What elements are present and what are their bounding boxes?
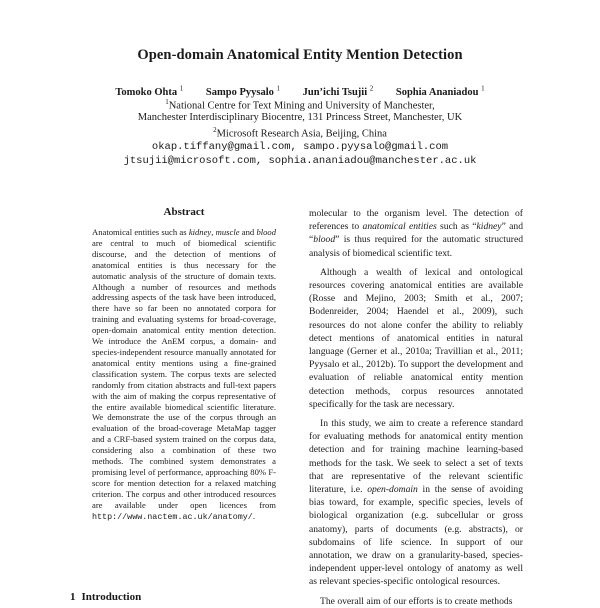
author-2: Sampo Pyysalo $^1$ bbox=[205, 84, 280, 98]
paragraph-study-aim: In this study, we aim to create a reference standard for evaluating methods for anatomical entity mention detection and for training machine learning-based methods for the task. We seek to select a set of texts that are representative of the relevant scientific literature, i.e. open-domain in the sense of avoiding bias toward, for example, specific species, levels of biological organization (e.g. subcellular or gross anatomy), parts of documents (e.g. abstracts), or subdomains of life science. In support of our annotation, we draw on a granularity-based, species-independent upper-level ontology of anatomy as well as relevant species-specific ontological resources. bbox=[309, 418, 523, 588]
author-1: Tomoko Ohta $^1$ bbox=[115, 84, 184, 98]
paragraph-overall-aim: The overall aim of our efforts is to create methods bbox=[320, 595, 513, 607]
author-4: Sophia Ananiadou $^1$ bbox=[395, 84, 485, 98]
affiliation-1-line-2: Manchester Interdisciplinary Biocentre, 131 Princess Street, Manchester, UK bbox=[137, 112, 463, 123]
section-heading-introduction: 1 Introduction bbox=[70, 591, 142, 603]
right-column bbox=[309, 207, 523, 608]
author-list bbox=[0, 84, 600, 98]
email-line-1: okap.tiffany@gmail.com, sampo.pyysalo@gmail.com bbox=[151, 141, 449, 153]
affiliation-2: $^2$Microsoft Research Asia, Beijing, China bbox=[213, 126, 387, 140]
paragraph-continued: molecular to the organism level. The detection of references to anatomical entities such as “kidney” and “blood” is thus required for the automatic structured analysis of biomedical scientific text. bbox=[309, 208, 523, 259]
paragraph-resources: Although a wealth of lexical and ontological resources covering anatomical entities are available (Rosse and Mejino, 2003; Smith et al., 2007; Bodenreider, 2004; Haendel et al., 2009), such resources do not alone confer the ability to reliably detect mentions of anatomical entities in natural language (Gerner et al., 2010a; Travillian et al., 2011; Pyysalo et al., 2012b). To support the development and evaluation of reliable anatomical entity mention detection methods, corpus resources annotated specifically for the task are necessary. bbox=[309, 266, 523, 410]
email-line-2: jtsujii@microsoft.com, sophia.ananiadou@manchester.ac.uk bbox=[123, 155, 477, 167]
author-3: Jun’ichi Tsujii $^2$ bbox=[302, 84, 374, 98]
abstract-body: Anatomical entities such as kidney, muscle and blood are central to much of biomedical scientific discourse, and the detection of mentions of anatomical entities is thus necessary for the automatic analysis of the structure of domain texts. Although a number of resources and methods addressing aspects of the task have been introduced, there have so far been no annotated corpora for training and evaluating systems for broad-coverage, open-domain anatomical entity mention detection. We introduce the AnEM corpus, a domain- and species-independent resource manually annotated for anatomical entity mentions using a fine-grained classification system. The corpus texts are selected randomly from citation abstracts and full-text papers with the aim of making the corpus representative of the entire available biomedical scientific literature. We demonstrate the use of the corpus through an evaluation of the broad-coverage MetaMap tagger and a CRF-based system trained on the corpus data, considering also a combination of these two methods. The combined system demonstrates a promising level of performance, approaching 80% F-score for mention detection for a relaxed matching criterion. The corpus and other introduced resources are available under open licences from http://www.nactem.ac.uk/anatomy/. bbox=[92, 227, 277, 522]
abstract-heading: Abstract bbox=[163, 206, 205, 218]
affiliation-1-line-1: $^1$National Centre for Text Mining and University of Manchester, bbox=[165, 98, 435, 112]
paper-title: Open-domain Anatomical Entity Mention Detection bbox=[137, 47, 463, 63]
corpus-url[interactable]: http://www.nactem.ac.uk/anatomy/ bbox=[92, 511, 253, 522]
